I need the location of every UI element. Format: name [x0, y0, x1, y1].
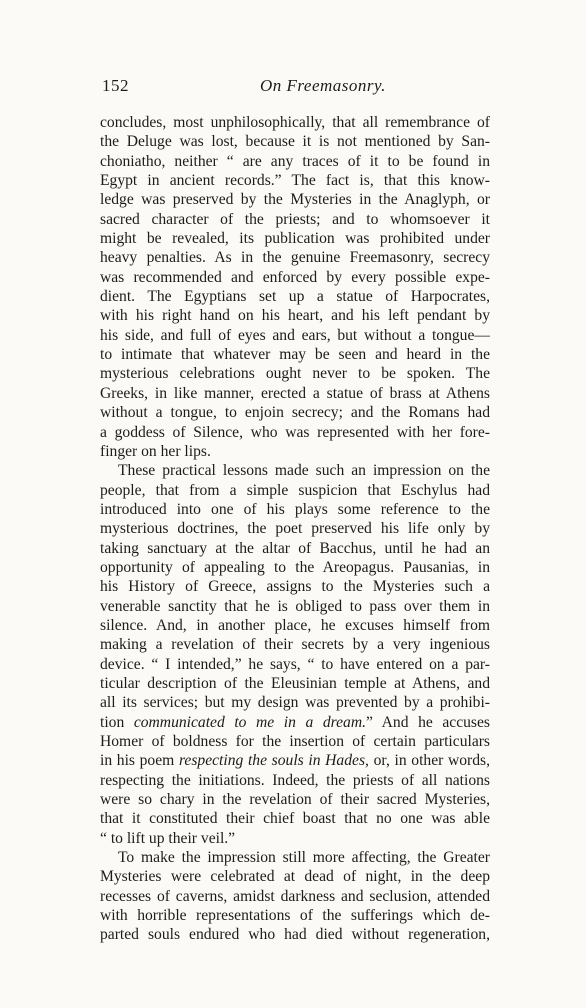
text-line: a goddess of Silence, who was represented with her fore- — [100, 423, 490, 441]
text-line: dient. The Egyptians set up a statue of Harpocrates, — [100, 288, 490, 306]
text-line: Egypt in ancient records.” The fact is, that this know- — [100, 172, 490, 190]
text-line: were so chary in the revelation of their sacred Mysteries, — [100, 791, 490, 809]
paragraph-end-line: finger on her lips. — [100, 442, 211, 460]
text-line: that it constituted their chief boast that no one was able — [100, 810, 490, 828]
text-line: Homer of boldness for the insertion of certain particulars — [100, 733, 490, 750]
text-line: parted souls endured who had died without regeneration, — [100, 926, 490, 944]
line-text: tion — [100, 713, 134, 731]
text-line: to intimate that whatever may be seen and heard in the — [100, 346, 490, 364]
running-title: On Freemasonry. — [260, 76, 386, 95]
text-line: opportunity of appealing to the Areopagus. Pausanias, in — [100, 558, 490, 576]
text-line: device. “ I intended,” he says, “ to have entered on a par- — [100, 655, 490, 673]
italic-quote: communicated to me in a dream. — [133, 713, 367, 731]
text-line: was recommended and enforced by every possible expe- — [100, 268, 490, 286]
text-line: his History of Greece, assigns to the Mysteries such a — [100, 578, 490, 596]
text-line: sacred character of the priests; and to whomsoever it — [100, 210, 490, 228]
text-line: making a revelation of their secrets by a very ingenious — [100, 636, 490, 654]
body-text — [100, 113, 490, 945]
text-line: people, that from a simple suspicion that Eschylus had — [100, 481, 490, 499]
paragraph-end-line: “ to lift up their veil.” — [100, 829, 236, 847]
text-line: mysterious celebrations ought never to be spoken. The — [100, 365, 490, 383]
text-line: the Deluge was lost, because it is not mentioned by San- — [100, 133, 490, 151]
paragraph-start-line: To make the impression still more affecting, the Greater — [118, 849, 490, 867]
page-header — [92, 76, 492, 100]
text-line: his side, and full of eyes and ears, but without a tongue— — [100, 326, 490, 344]
line-text: ” And he accuses — [366, 713, 490, 731]
text-line: ledge was preserved by the Mysteries in the Anaglyph, or — [100, 191, 490, 209]
text-line: heavy penalties. As in the genuine Freemasonry, secrecy — [100, 249, 490, 267]
text-line: recesses of caverns, amidst darkness and seclusion, attended — [100, 887, 490, 905]
text-line: ticular description of the Eleusinian temple at Athens, and — [100, 674, 490, 692]
text-line: respecting the initiations. Indeed, the priests of all nations — [100, 771, 490, 789]
text-line: venerable sanctity that he is obliged to pass over them in — [100, 597, 490, 615]
line-text: in his poem — [100, 752, 179, 770]
text-line: might be revealed, its publication was prohibited under — [100, 230, 490, 248]
text-line: without a tongue, to enjoin secrecy; and the Romans had — [100, 404, 490, 422]
text-line-with-italic — [100, 751, 490, 770]
text-line: with horrible representations of the sufferings which de- — [100, 907, 490, 925]
text-line: Greeks, in like manner, erected a statue of brass at Athens — [100, 384, 490, 402]
paragraph-start-line: These practical lessons made such an impression on the — [118, 462, 490, 480]
text-line: concludes, most unphilosophically, that all remembrance of — [100, 114, 490, 131]
text-line: mysterious doctrines, the poet preserved his life only by — [100, 520, 490, 538]
text-line: introduced into one of his plays some reference to the — [100, 500, 490, 518]
text-line-with-italic — [100, 713, 490, 732]
text-line: with his right hand on his heart, and his left pendant by — [100, 307, 490, 325]
text-line: taking sanctuary at the altar of Bacchus, until he had an — [100, 539, 490, 557]
italic-title: respecting the souls in Hades, — [178, 752, 369, 770]
page-number: 152 — [102, 76, 129, 95]
line-text: or, in other words, — [368, 752, 490, 770]
text-line: choniatho, neither “ are any traces of it to be found in — [100, 152, 490, 170]
text-line: Mysteries were celebrated at dead of night, in the deep — [100, 868, 490, 886]
text-line: silence. And, in another place, he excuses himself from — [100, 616, 490, 634]
text-line: all its services; but my design was prevented by a prohibi- — [100, 694, 490, 712]
